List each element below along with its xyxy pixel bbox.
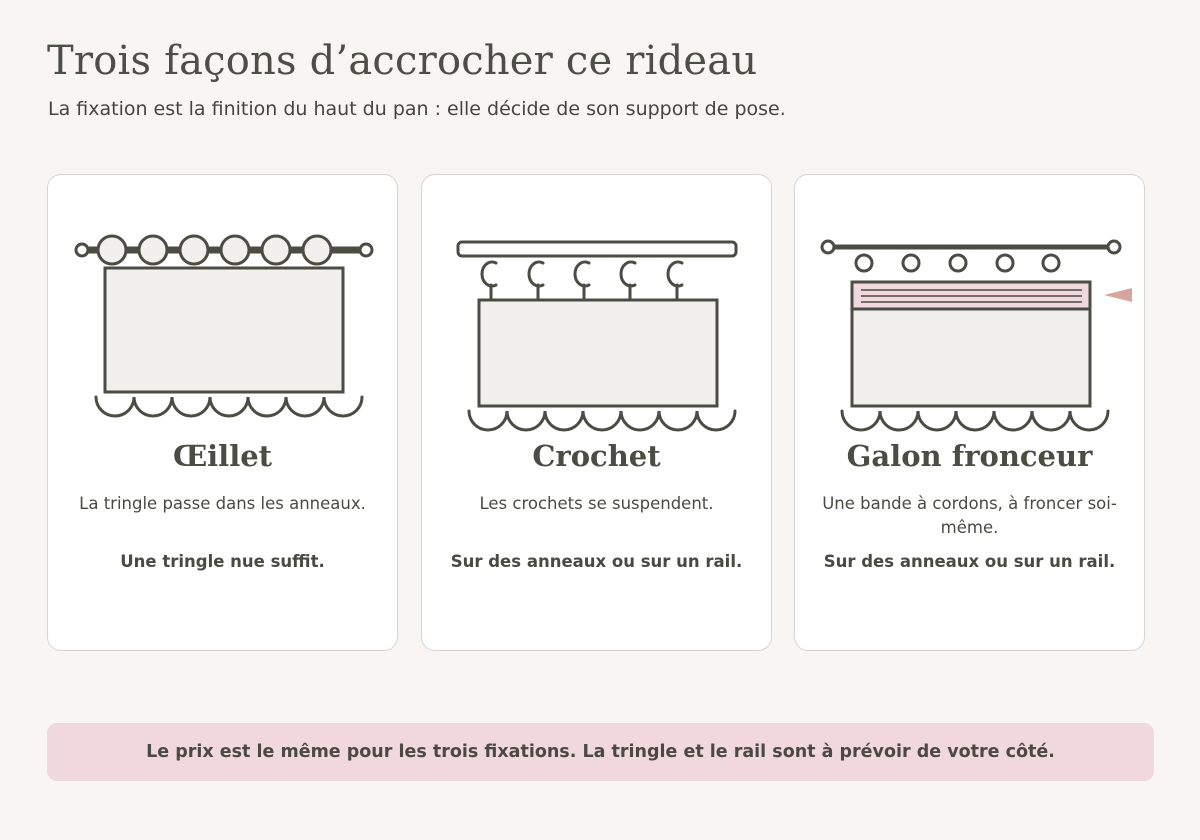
card-title: Crochet xyxy=(532,439,661,473)
page-subtitle: La fixation est la finition du haut du pan : elle décide de son support de pose. xyxy=(48,98,786,120)
card-hook xyxy=(421,174,772,651)
card-note: Une tringle nue suffit. xyxy=(120,552,325,571)
card-note: Sur des anneaux ou sur un rail. xyxy=(823,552,1116,571)
card-title: Galon fronceur xyxy=(846,439,1093,473)
card-description: Une bande à cordons, à froncer soi-même. xyxy=(822,494,1117,537)
gathering-tape-curtain-icon xyxy=(795,175,1146,435)
hook-curtain-icon xyxy=(422,175,773,435)
card-description: La tringle passe dans les anneaux. xyxy=(79,494,366,513)
card-gathering-tape xyxy=(794,174,1145,651)
card-note: Sur des anneaux ou sur un rail. xyxy=(450,552,743,571)
banner-text: Le prix est le même pour les trois fixations. La tringle et le rail sont à prévoir de votre côté. xyxy=(146,742,1055,762)
pointer-icon xyxy=(1104,288,1132,302)
info-banner xyxy=(47,723,1154,781)
page-title: Trois façons d’accrocher ce rideau xyxy=(47,38,758,84)
eyelet-curtain-icon xyxy=(48,175,399,435)
card-eyelet xyxy=(47,174,398,651)
card-description: Les crochets se suspendent. xyxy=(479,494,714,513)
card-title: Œillet xyxy=(172,439,273,473)
